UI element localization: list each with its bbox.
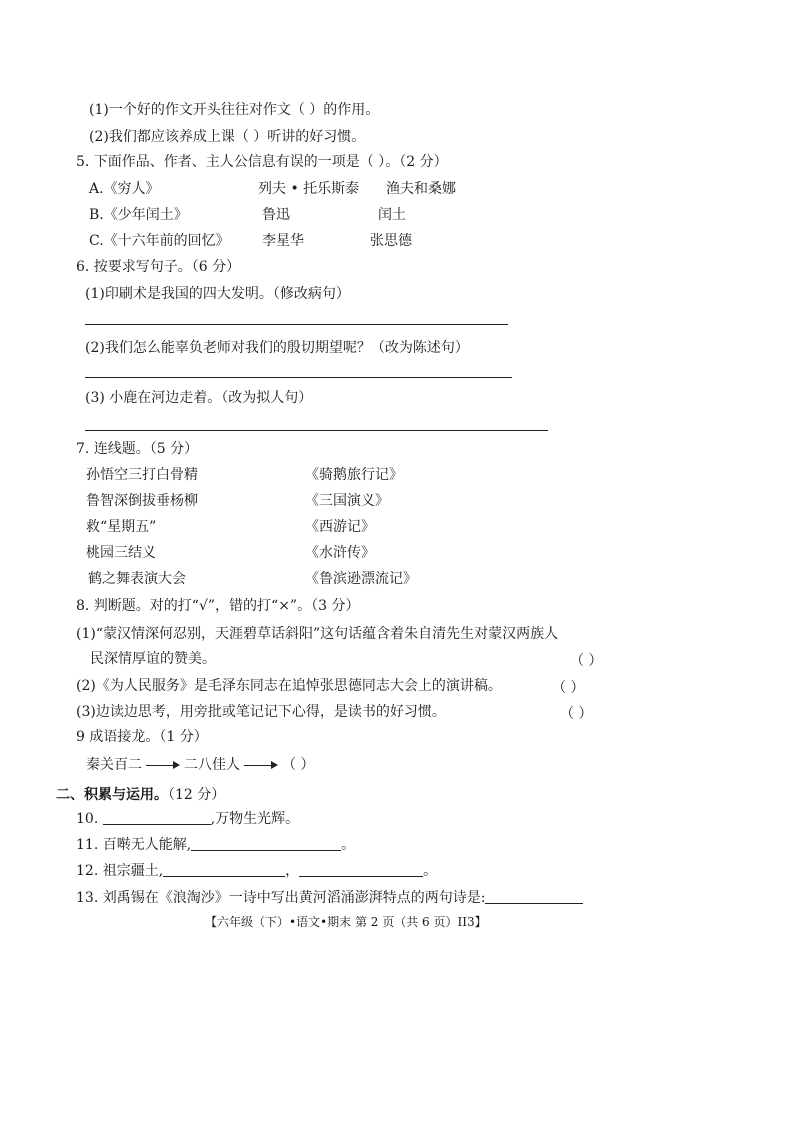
q12-blank-1[interactable] <box>163 862 285 877</box>
q9-word-2: 二八佳人 <box>184 757 240 773</box>
q5-hero-c: 张思德 <box>370 233 412 249</box>
q10-number: 10. <box>76 811 99 827</box>
q12-comma: ， <box>285 863 300 879</box>
q11 <box>76 836 355 854</box>
q6-title: 6. 按要求写句子。（6 分） <box>76 259 241 275</box>
q12-text: 12. 祖宗疆土, <box>76 863 164 879</box>
section-2-title: 二、积累与运用。 <box>56 787 168 803</box>
q4-s1-pre: (1)一个好的作文开头往往对作文 <box>89 102 291 118</box>
section-2-heading <box>56 786 225 804</box>
q8-statement-2: (2)《为人民服务》是毛泽东同志在追悼张思德同志大会上的演讲稿。 <box>76 678 502 694</box>
q12-blank-2[interactable] <box>299 862 423 877</box>
q7-left-item[interactable]: 鲁智深倒拔垂杨柳 <box>86 493 198 509</box>
q7-title: 7. 连线题。（5 分） <box>76 441 199 457</box>
q6-answer-line-3[interactable] <box>85 430 548 431</box>
q8-statement-1-cont: 民深情厚谊的赞美。 <box>90 651 216 667</box>
arrow-right-icon <box>244 760 278 770</box>
q9-chain <box>86 756 314 774</box>
q11-blank[interactable] <box>191 836 341 851</box>
q6-sentence-3: (3) 小鹿在河边走着。（改为拟人句） <box>85 390 313 406</box>
q4-sentence-2 <box>89 128 365 146</box>
arrow-right-icon <box>146 760 180 770</box>
section-2-score: （12 分） <box>168 787 226 803</box>
q7-right-item[interactable]: 《鲁滨逊漂流记》 <box>305 571 417 587</box>
q11-end: 。 <box>341 837 356 853</box>
q6-sentence-2: (2)我们怎么能辜负老师对我们的殷切期望呢？（改为陈述句） <box>85 340 469 356</box>
page-footer: 【六年级（下）•语文•期末 第 2 页（共 6 页）II3】 <box>205 915 487 929</box>
q12-end: 。 <box>423 863 438 879</box>
q11-text: 11. 百啭无人能解, <box>76 837 192 853</box>
q12 <box>76 862 437 880</box>
q13-blank[interactable] <box>485 889 583 904</box>
q7-right-item[interactable]: 《骑鹅旅行记》 <box>305 467 403 483</box>
q9-blank[interactable]: （ ） <box>282 757 315 773</box>
q4-s2-pre: (2)我们都应该养成上课 <box>89 129 235 145</box>
q4-s2-post: 听讲的好习惯。 <box>267 129 366 145</box>
q7-right-item[interactable]: 《三国演义》 <box>305 493 389 509</box>
q8-statement-3: (3)边读边思考，用旁批或笔记记下心得，是读书的好习惯。 <box>76 704 446 720</box>
q7-left-item[interactable]: 救“星期五” <box>86 519 157 535</box>
q5-title: 5. 下面作品、作者、主人公信息有误的一项是（ ）。（2 分） <box>76 154 448 170</box>
q13 <box>76 889 583 907</box>
q5-author-b: 鲁迅 <box>262 207 290 223</box>
q4-s1-post: 的作用。 <box>323 102 380 118</box>
q5-option-b: B.《少年闰土》 <box>89 207 188 223</box>
q10-blank[interactable] <box>103 810 211 825</box>
q9-title: 9 成语接龙。（1 分） <box>76 729 208 745</box>
q8-title: 8. 判断题。对的打“√”，错的打“×”。（3 分） <box>76 598 360 614</box>
q10 <box>76 810 299 828</box>
q6-answer-line-1[interactable] <box>85 324 508 325</box>
q4-s1-blank[interactable]: （ ） <box>290 102 324 118</box>
q5-hero-a: 渔夫和桑娜 <box>386 181 456 197</box>
q8-statement-1: (1)“蒙汉情深何忍别，天涯碧草话斜阳”这句话蕴含着朱自清先生对蒙汉两族人 <box>76 626 559 642</box>
q7-left-item[interactable]: 鹤之舞表演大会 <box>88 571 186 587</box>
q9-word-1: 秦关百二 <box>86 757 142 773</box>
q10-text: ,万物生光辉。 <box>210 811 300 827</box>
q7-right-item[interactable]: 《水浒传》 <box>305 545 375 561</box>
q6-answer-line-2[interactable] <box>85 377 512 378</box>
q7-right-item[interactable]: 《西游记》 <box>305 519 375 535</box>
q7-left-item[interactable]: 桃园三结义 <box>86 545 156 561</box>
q4-sentence-1 <box>89 101 379 119</box>
q6-sentence-1: (1)印刷术是我国的四大发明。（修改病句） <box>85 286 350 302</box>
q5-hero-b: 闰土 <box>378 207 406 223</box>
q5-option-c: C.《十六年前的回忆》 <box>89 233 230 249</box>
q5-option-a: A.《穷人》 <box>89 181 160 197</box>
q5-author-c: 李星华 <box>262 233 304 249</box>
q8-answer-3[interactable]: （ ） <box>560 706 593 722</box>
q5-author-a: 列夫 • 托乐斯泰 <box>258 181 360 197</box>
q8-answer-2[interactable]: （ ） <box>552 680 585 696</box>
q4-s2-blank[interactable]: （ ） <box>234 129 268 145</box>
q7-left-item[interactable]: 孙悟空三打白骨精 <box>86 467 198 483</box>
q8-answer-1[interactable]: （ ） <box>570 653 603 669</box>
q13-text: 13. 刘禹锡在《浪淘沙》一诗中写出黄河滔涌澎湃特点的两句诗是: <box>76 890 486 906</box>
